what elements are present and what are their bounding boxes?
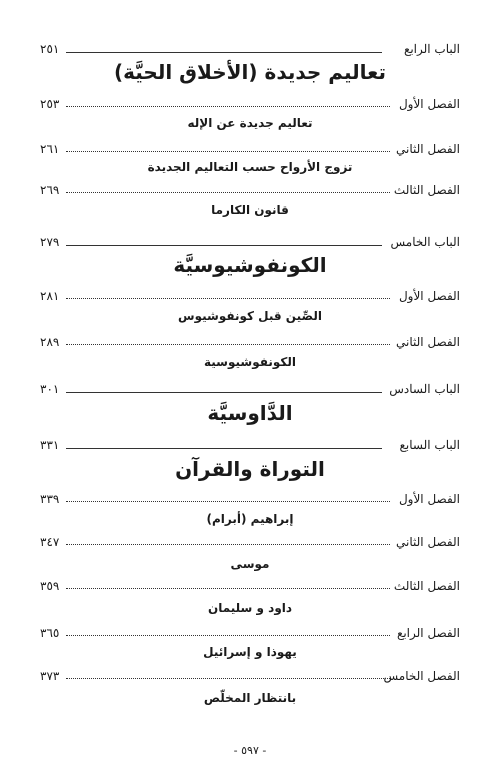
leader-line — [66, 392, 382, 393]
chapter-label: الفصل الثالث — [390, 181, 460, 199]
chapter-title: الصِّين قبل كونفوشيوس — [178, 309, 322, 323]
part-title: تعاليم جديدة (الأخلاق الحيَّة) — [114, 60, 386, 84]
leader-dots — [66, 192, 390, 193]
toc-entry-chapter[interactable] — [40, 533, 460, 551]
chapter-title: تزوج الأرواح حسب التعاليم الجديدة — [147, 160, 353, 174]
chapter-label: الفصل الثاني — [392, 140, 460, 158]
chapter-label: الفصل الثاني — [392, 333, 460, 351]
leader-dots — [66, 106, 390, 107]
toc-entry-chapter[interactable] — [40, 624, 460, 642]
toc-entry-chapter[interactable] — [40, 577, 460, 595]
chapter-title: يهوذا و إسرائيل — [203, 645, 297, 659]
part-title: الدَّاوسيَّة — [207, 401, 293, 425]
chapter-title: قانون الكارما — [211, 203, 289, 217]
page-number: ٣٧٣ — [40, 667, 62, 685]
leader-dots — [66, 151, 390, 152]
chapter-label: الفصل الثاني — [392, 533, 460, 551]
leader-dots — [66, 298, 390, 299]
toc-entry-chapter[interactable] — [40, 287, 460, 305]
part-label: الباب السادس — [385, 380, 460, 398]
leader-dots — [66, 588, 390, 589]
part-title: الكونفوشيوسيَّة — [173, 253, 327, 277]
toc-entry-chapter[interactable] — [40, 140, 460, 158]
toc-entry-part-4[interactable] — [40, 40, 460, 58]
part-label: الباب السابع — [396, 436, 460, 454]
leader-dots — [66, 501, 390, 502]
page-number: ٢٨٩ — [40, 333, 62, 351]
chapter-title: موسى — [230, 557, 270, 571]
page-number: ٣٤٧ — [40, 533, 62, 551]
chapter-label: الفصل الثالث — [390, 577, 460, 595]
chapter-label: الفصل الأول — [395, 490, 460, 508]
leader-dots — [66, 635, 390, 636]
page-number: ٣٠١ — [40, 380, 62, 398]
page-number: ٢٦١ — [40, 140, 62, 158]
page-number: ٣٥٩ — [40, 577, 62, 595]
toc-entry-chapter[interactable] — [40, 181, 460, 199]
toc-entry-part-7[interactable] — [40, 436, 460, 454]
page-number: ٢٥١ — [40, 40, 62, 58]
toc-entry-part-6[interactable] — [40, 380, 460, 398]
part-title: التوراة والقرآن — [175, 457, 325, 481]
chapter-title: الكونفوشيوسية — [204, 355, 296, 369]
leader-line — [66, 245, 382, 246]
chapter-title: تعاليم جديدة عن الإله — [187, 116, 313, 130]
page-number: ٣٣٩ — [40, 490, 62, 508]
toc-entry-chapter[interactable] — [40, 667, 460, 685]
chapter-title: إبراهيم (أبرام) — [206, 512, 294, 526]
leader-dots — [66, 678, 390, 679]
part-label: الباب الخامس — [387, 233, 461, 251]
page-footer-number: - ٥٩٧ - — [233, 744, 267, 757]
chapter-label: الفصل الخامس — [380, 667, 461, 685]
toc-entry-chapter[interactable] — [40, 490, 460, 508]
toc-entry-chapter[interactable] — [40, 95, 460, 113]
toc-entry-part-5[interactable] — [40, 233, 460, 251]
page-number: ٢٥٣ — [40, 95, 62, 113]
chapter-label: الفصل الأول — [395, 287, 460, 305]
leader-line — [66, 52, 382, 53]
page-number: ٢٨١ — [40, 287, 62, 305]
page-number: ٣٣١ — [40, 436, 62, 454]
chapter-title: بانتظار المخلّص — [203, 691, 297, 705]
leader-dots — [66, 544, 390, 545]
page-number: ٢٧٩ — [40, 233, 62, 251]
page-number: ٣٦٥ — [40, 624, 62, 642]
chapter-label: الفصل الرابع — [393, 624, 460, 642]
chapter-label: الفصل الأول — [395, 95, 460, 113]
leader-line — [66, 448, 382, 449]
chapter-title: داود و سليمان — [207, 601, 293, 615]
part-label: الباب الرابع — [400, 40, 460, 58]
toc-entry-chapter[interactable] — [40, 333, 460, 351]
page-number: ٢٦٩ — [40, 181, 62, 199]
leader-dots — [66, 344, 390, 345]
